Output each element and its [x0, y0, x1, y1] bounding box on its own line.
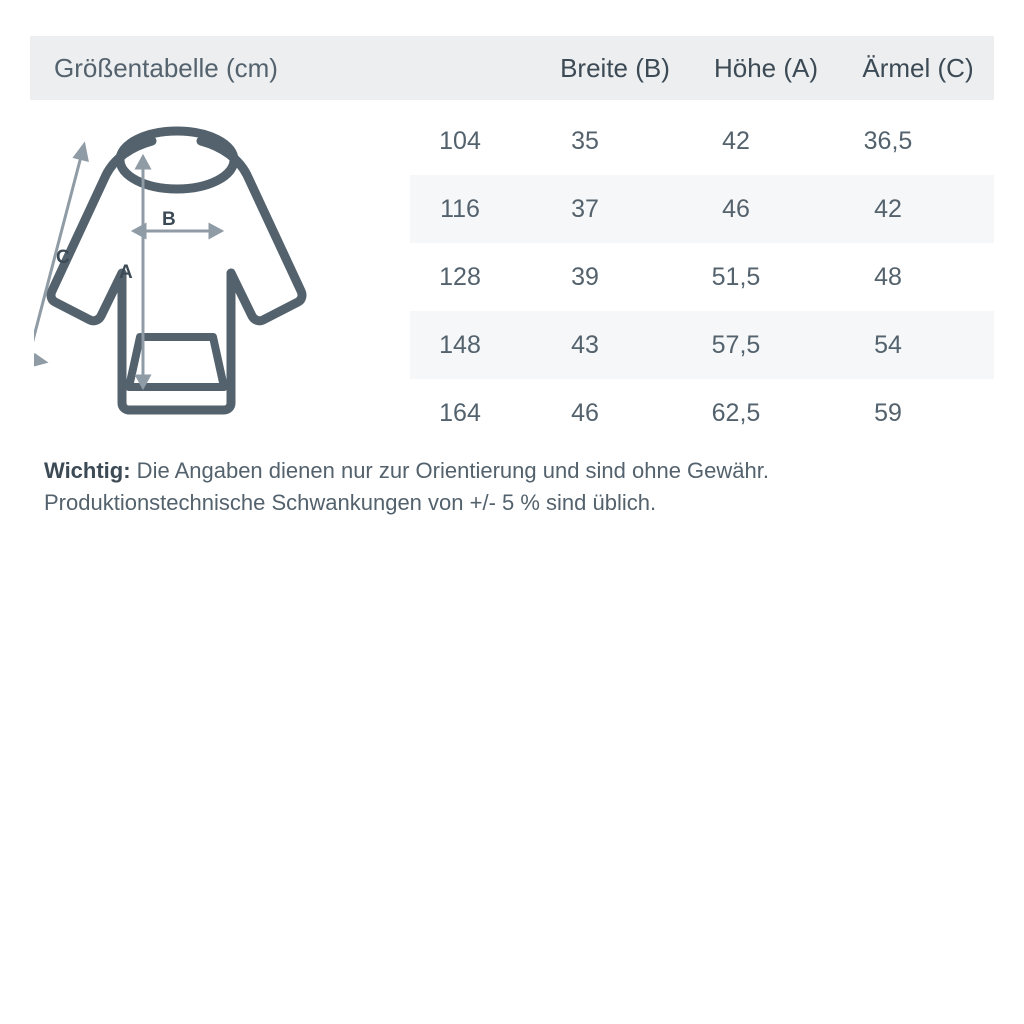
cell-aermel: 54	[874, 330, 902, 359]
label-b: B	[162, 209, 176, 230]
table-header-columns	[440, 36, 994, 100]
table-row	[410, 107, 994, 175]
label-c: C	[56, 247, 70, 268]
column-header-aermel: Ärmel (C)	[862, 53, 974, 83]
cell-aermel: 36,5	[863, 126, 913, 155]
disclaimer-text-1: Die Angaben dienen nur zur Orientierung und sind ohne Gewähr.	[130, 458, 769, 483]
cell-hoehe: 51,5	[711, 262, 761, 291]
table-row	[410, 311, 994, 379]
size-table-body	[410, 107, 994, 447]
page-title: Größentabelle (cm)	[54, 53, 278, 83]
cell-size: 128	[439, 262, 481, 291]
cell-hoehe: 57,5	[711, 330, 761, 359]
cell-size: 116	[440, 194, 480, 223]
table-row	[410, 175, 994, 243]
column-header-breite: Breite (B)	[560, 53, 670, 83]
disclaimer-line-2: Produktionstechnische Schwankungen von +/- 5 % sind üblich.	[44, 489, 657, 515]
cell-hoehe: 46	[722, 194, 750, 223]
disclaimer-label: Wichtig:	[44, 458, 131, 483]
cell-size: 164	[439, 398, 481, 427]
cell-breite: 43	[571, 330, 599, 359]
cell-size: 104	[439, 126, 481, 155]
cell-aermel: 48	[874, 262, 902, 291]
cell-hoehe: 42	[722, 126, 750, 155]
disclaimer-note	[44, 455, 994, 519]
hoodie-measurement-illustration	[34, 115, 414, 435]
cell-breite: 46	[571, 398, 599, 427]
cell-breite: 37	[571, 194, 599, 223]
label-a: A	[119, 262, 133, 283]
cell-breite: 35	[571, 126, 599, 155]
cell-hoehe: 62,5	[711, 398, 761, 427]
disclaimer-line-1	[44, 455, 994, 487]
cell-aermel: 59	[874, 398, 902, 427]
table-header-band	[30, 36, 994, 100]
cell-aermel: 42	[874, 194, 902, 223]
table-row	[410, 243, 994, 311]
cell-size: 148	[439, 330, 481, 359]
table-row	[410, 379, 994, 447]
column-header-hoehe: Höhe (A)	[713, 53, 819, 83]
cell-breite: 39	[571, 262, 599, 291]
